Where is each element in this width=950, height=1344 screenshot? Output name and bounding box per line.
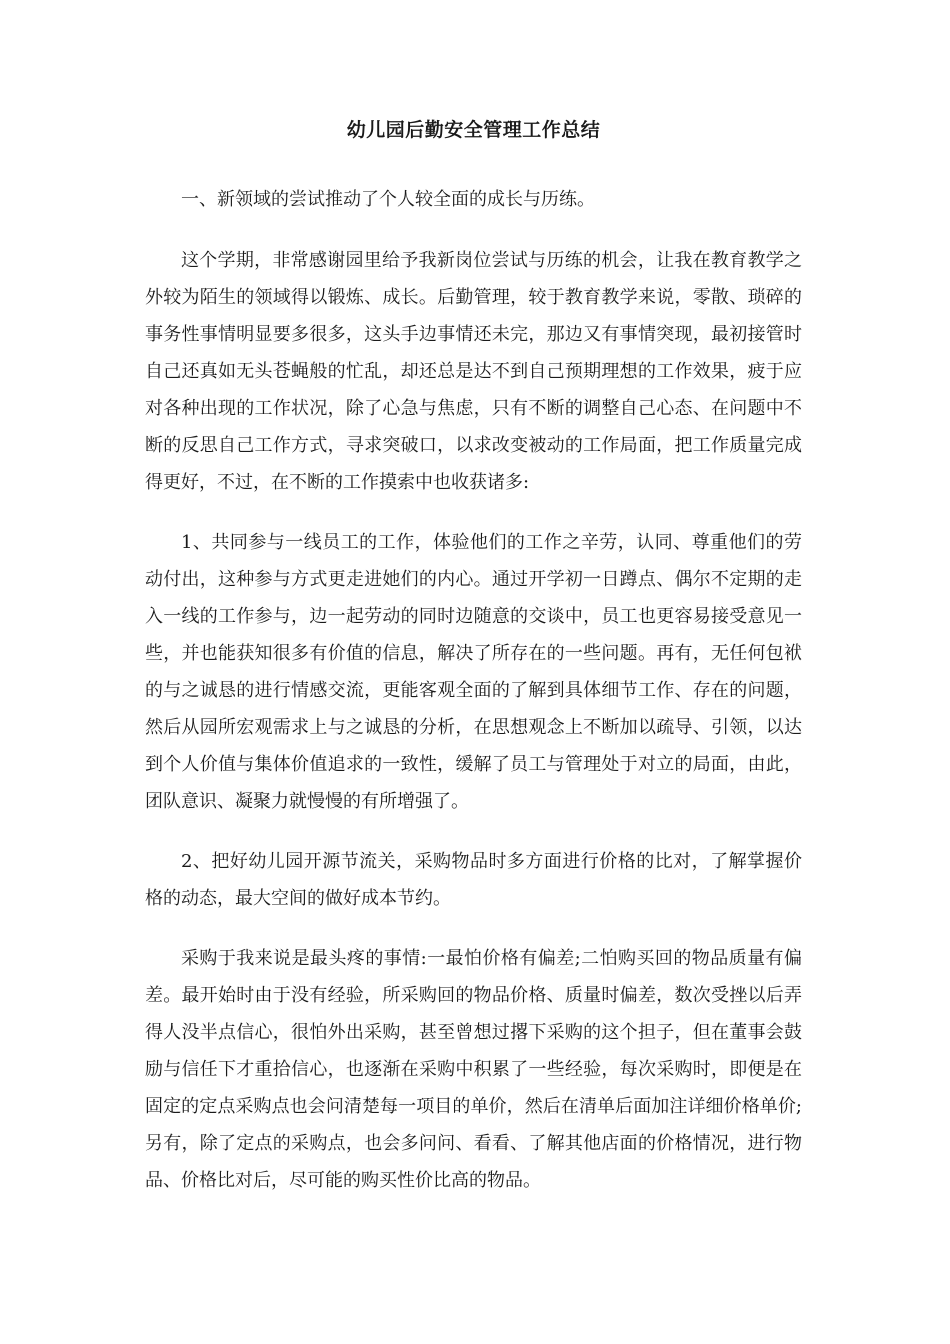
body-paragraph-2: 1、共同参与一线员工的工作，体验他们的工作之辛劳，认同、尊重他们的劳动付出，这种参与方式更走进她们的内心。通过开学初一日蹲点、偶尔不定期的走入一线的工作参与，边一起劳动的同时边随意的交谈中，员工也更容易接受意见一些，并也能获知很多有价值的信息，解决了所存在的一些问题。再有，无任何包袱的与之诚恳的进行情感交流，更能客观全面的了解到具体细节工作、存在的问题，然后从园所宏观需求上与之诚恳的分析，在思想观念上不断加以疏导、引领，以达到个人价值与集体价值追求的一致性，缓解了员工与管理处于对立的局面，由此，团队意识、凝聚力就慢慢的有所增强了。: [145, 532, 802, 812]
document-title: 幼儿园后勤安全管理工作总结: [346, 119, 601, 141]
body-paragraph-4: 采购于我来说是最头疼的事情:一最怕价格有偏差;二怕购买回的物品质量有偏差。最开始时由于没有经验，所采购回的物品价格、质量时偏差，数次受挫以后弄得人没半点信心，很怕外出采购，甚至曾想过撂下采购的这个担子，但在董事会鼓励与信任下才重拾信心，也逐渐在采购中积累了一些经验，每次采购时，即便是在固定的定点采购点也会问清楚每一项目的单价，然后在清单后面加注详细价格单价;另有，除了定点的采购点，也会多问问、看看、了解其他店面的价格情况，进行物品、价格比对后，尽可能的购买性价比高的物品。: [145, 948, 802, 1191]
body-paragraph-1: 这个学期，非常感谢园里给予我新岗位尝试与历练的机会，让我在教育教学之外较为陌生的领域得以锻炼、成长。后勤管理，较于教育教学来说，零散、琐碎的事务性事情明显要多很多，这头手边事情还未完，那边又有事情突现，最初接管时自己还真如无头苍蝇般的忙乱，却还总是达不到自己预期理想的工作效果，疲于应对各种出现的工作状况，除了心急与焦虑，只有不断的调整自己心态、在问题中不断的反思自己工作方式，寻求突破口，以求改变被动的工作局面，把工作质量完成得更好，不过，在不断的工作摸索中也收获诸多:: [145, 250, 802, 493]
section-heading-1: 一、新领域的尝试推动了个人较全面的成长与历练。: [181, 189, 595, 210]
body-paragraph-3: 2、把好幼儿园开源节流关，采购物品时多方面进行价格的比对，了解掌握价格的动态，最大空间的做好成本节约。: [145, 851, 802, 909]
